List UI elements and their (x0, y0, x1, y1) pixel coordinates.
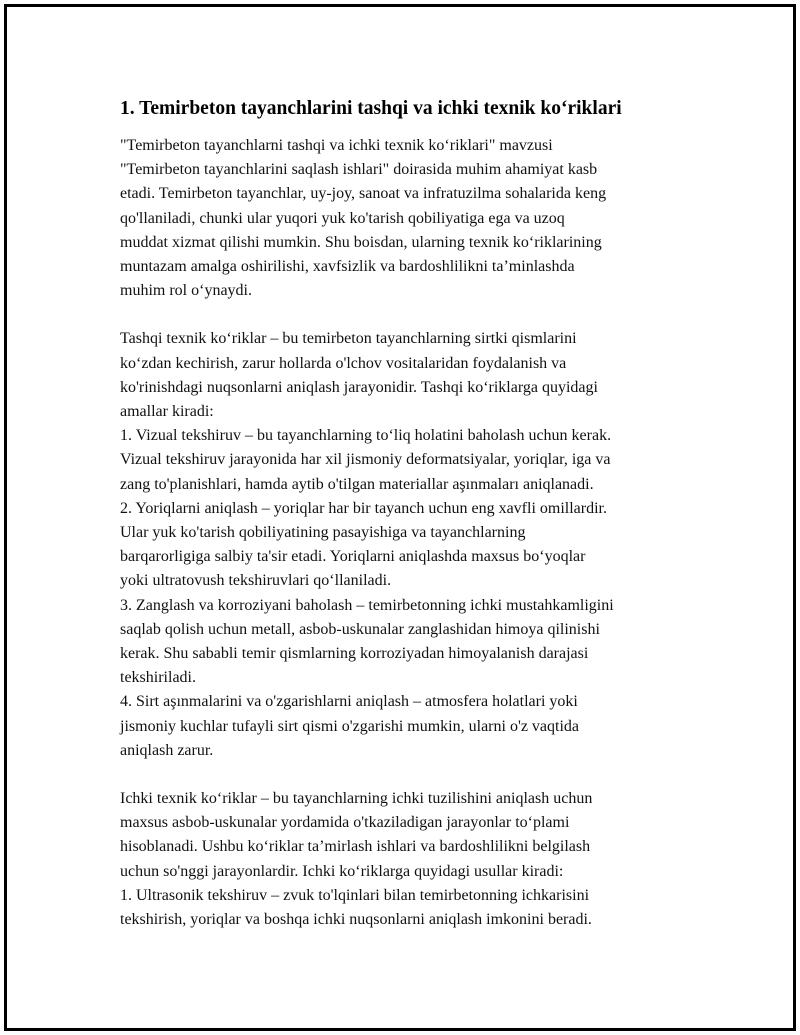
text-line: 1. Ultrasonik tekshiruv – zvuk to'lqinlari bilan temirbetonning ichkarisini (120, 886, 590, 904)
text-line: 4. Sirt aşınmalarini va o'zgarishlarni aniqlash – atmosfera holatlari yoki (120, 693, 578, 711)
text-line: uchun so'nggi jarayonlardir. Ichki ko‘riklarga quyidagi usullar kiradi: (120, 862, 564, 880)
text-line: aniqlash zarur. (120, 741, 214, 759)
text-line: tekshiriladi. (120, 669, 196, 687)
text-line: jismoniy kuchlar tufayli sirt qismi o'zgarishi mumkin, ularni o'z vaqtida (120, 717, 580, 735)
text-line: 3. Zanglash va korroziyani baholash – temirbetonning ichki mustahkamligini (120, 596, 614, 614)
text-line: Ichki texnik ko‘riklar – bu tayanchlarning ichki tuzilishini aniqlash uchun (120, 790, 593, 808)
text-line: 1. Vizual tekshiruv – bu tayanchlarning to‘liq holatini baholash uchun kerak. (120, 427, 612, 445)
text-line: amallar kiradi: (120, 403, 214, 421)
paragraph-internal-inspection (120, 787, 700, 932)
text-line: kerak. Shu sababli temir qismlarning korroziyadan himoyalanish darajasi (120, 645, 589, 663)
text-line: muddat xizmat qilishi mumkin. Shu boisdan, ularning texnik ko‘riklarining (120, 233, 602, 251)
text-line: yoki ultratovush tekshiruvlari qo‘llaniladi. (120, 572, 392, 590)
paragraph-intro (120, 134, 700, 303)
text-line: maxsus asbob-uskunalar yordamida o'tkaziladigan jarayonlar to‘plami (120, 814, 570, 832)
text-line: 2. Yoriqlarni aniqlash – yoriqlar har bir tayanch uchun eng xavfli omillardir. (120, 499, 607, 517)
text-line: ko'rinishdagi nuqsonlarni aniqlash jarayonidir. Tashqi ko‘riklarga quyidagi (120, 378, 598, 396)
text-line: saqlab qolish uchun metall, asbob-uskunalar zanglashidan himoya qilinishi (120, 620, 600, 638)
paragraph-external-inspection (120, 327, 700, 763)
text-line: Tashqi texnik ko‘riklar – bu temirbeton tayanchlarning sirtki qismlarini (120, 330, 577, 348)
text-line: hisoblanadi. Ushbu ko‘riklar ta’mirlash ishlari va bardoshlilikni belgilash (120, 838, 591, 856)
text-line: ko‘zdan kechirish, zarur hollarda o'lchov vositalaridan foydalanish va (120, 354, 567, 372)
text-line: "Temirbeton tayanchlarini saqlash ishlari" doirasida muhim ahamiyat kasb (120, 161, 598, 179)
text-line: "Temirbeton tayanchlarni tashqi va ichki texnik ko‘riklari" mavzusi (120, 137, 553, 154)
text-line: Ular yuk ko'tarish qobiliyatining pasayishiga va tayanchlarning (120, 524, 526, 542)
text-line: muntazam amalga oshirilishi, xavfsizlik va bardoshlilikni ta’minlashda (120, 258, 575, 276)
document-title: 1. Temirbeton tayanchlarini tashqi va ichki texnik ko‘riklari (120, 98, 622, 119)
text-line: barqarorligiga salbiy ta'sir etadi. Yoriqlarni aniqlashda maxsus bo‘yoqlar (120, 548, 586, 566)
paragraph-spacer (120, 763, 700, 787)
text-line: tekshirish, yoriqlar va boshqa ichki nuqsonlarni aniqlash imkonini beradi. (120, 911, 592, 929)
text-line: muhim rol o‘ynaydi. (120, 282, 252, 300)
text-line: qo'llaniladi, chunki ular yuqori yuk ko'tarish qobiliyatiga ega va uzoq (120, 209, 565, 227)
document-body (120, 97, 700, 932)
text-line: zang to'planishlari, hamda aytib o'tilgan materiallar aşınmaları aniqlanadi. (120, 475, 594, 493)
paragraph-spacer (120, 303, 700, 327)
text-line: Vizual tekshiruv jarayonida har xil jismoniy deformatsiyalar, yoriqlar, iga va (120, 451, 611, 469)
text-line: etadi. Temirbeton tayanchlar, uy-joy, sanoat va infratuzilma sohalarida keng (120, 185, 607, 203)
page-frame (4, 4, 796, 1031)
